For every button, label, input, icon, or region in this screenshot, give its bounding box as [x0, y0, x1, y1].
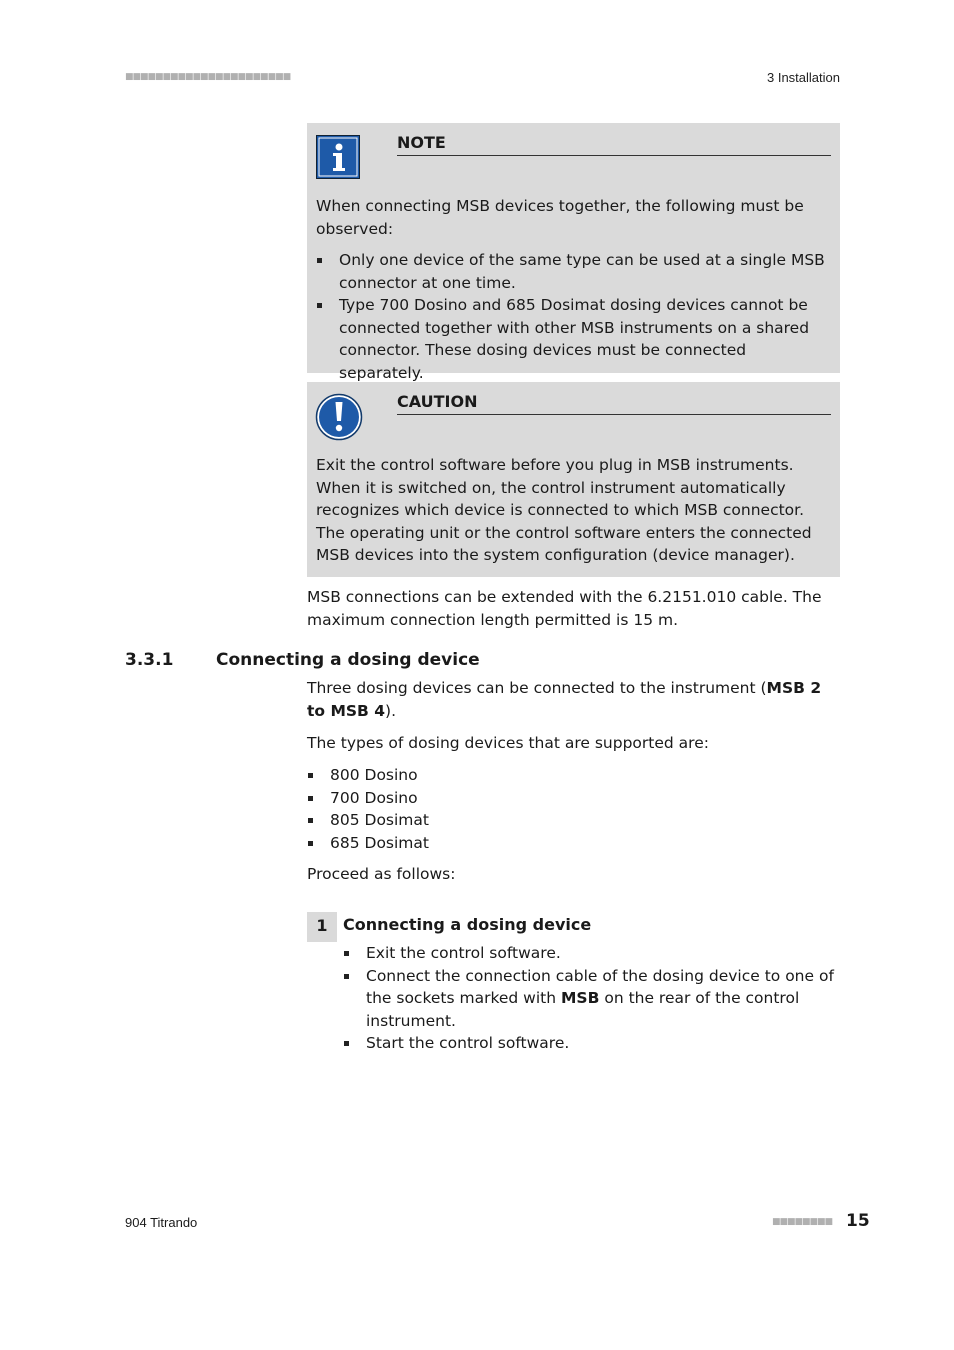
- list-item: Type 700 Dosino and 685 Dosimat dosing devices cannot be connected together with other MSB instruments on a shared connector. These dosing devices must be connected separately.: [316, 294, 830, 384]
- step-title: Connecting a dosing device: [343, 915, 592, 934]
- step-text: Connect the connection cable of the dosing device to one of the sockets marked with: [366, 966, 834, 1007]
- section-title: Connecting a dosing device: [216, 650, 480, 670]
- footer-decoration: ■■■■■■■■: [772, 1217, 833, 1227]
- caution-text: Exit the control software before you plug in MSB instruments. When it is switched on, the control instrument automatically recognizes which device is connected to which MSB connector. The operating unit or the control software enters the connected MSB devices into the system configuration (device manager).: [316, 456, 812, 564]
- header-decoration: ■■■■■■■■■■■■■■■■■■■■■■: [125, 72, 291, 82]
- intro-text: Three dosing devices can be connected to the instrument (: [307, 679, 767, 697]
- note-intro: When connecting MSB devices together, the following must be observed:: [316, 197, 804, 238]
- list-item: 700 Dosino: [307, 787, 837, 810]
- step-number: 1: [307, 912, 337, 942]
- intro-bold: MSB 2 to MSB 4: [307, 679, 822, 720]
- list-item: Start the control software.: [343, 1032, 837, 1055]
- device-types-list: [307, 764, 837, 854]
- list-item: 800 Dosino: [307, 764, 837, 787]
- intro-suffix: ).: [385, 701, 397, 720]
- chapter-title: 3 Installation: [767, 70, 840, 85]
- section-number: 3.3.1: [125, 650, 174, 670]
- list-item: Exit the control software.: [343, 942, 837, 965]
- list-item: Only one device of the same type can be used at a single MSB connector at one time.: [316, 249, 830, 294]
- section-intro: [307, 677, 837, 722]
- info-icon: [316, 135, 360, 179]
- types-intro: The types of dosing devices that are supported are:: [307, 734, 709, 752]
- list-item: [343, 965, 837, 1033]
- list-item: 805 Dosimat: [307, 809, 837, 832]
- step-bold: MSB: [561, 989, 600, 1007]
- caution-box: [307, 382, 840, 577]
- page-number: 15: [846, 1211, 870, 1231]
- step-list: [343, 942, 837, 1055]
- note-list: [316, 249, 830, 384]
- note-box: [307, 123, 840, 382]
- note-title: NOTE: [397, 132, 831, 156]
- exclamation-icon: [315, 393, 363, 441]
- footer-product: 904 Titrando: [125, 1215, 198, 1230]
- caution-title: CAUTION: [397, 391, 831, 415]
- extension-text: MSB connections can be extended with the 6.2151.010 cable. The maximum connection length permitted is 15 m.: [307, 588, 822, 629]
- step-text-suffix: on the rear of the control instrument.: [366, 989, 800, 1030]
- list-item: 685 Dosimat: [307, 832, 837, 855]
- proceed-text: Proceed as follows:: [307, 865, 456, 883]
